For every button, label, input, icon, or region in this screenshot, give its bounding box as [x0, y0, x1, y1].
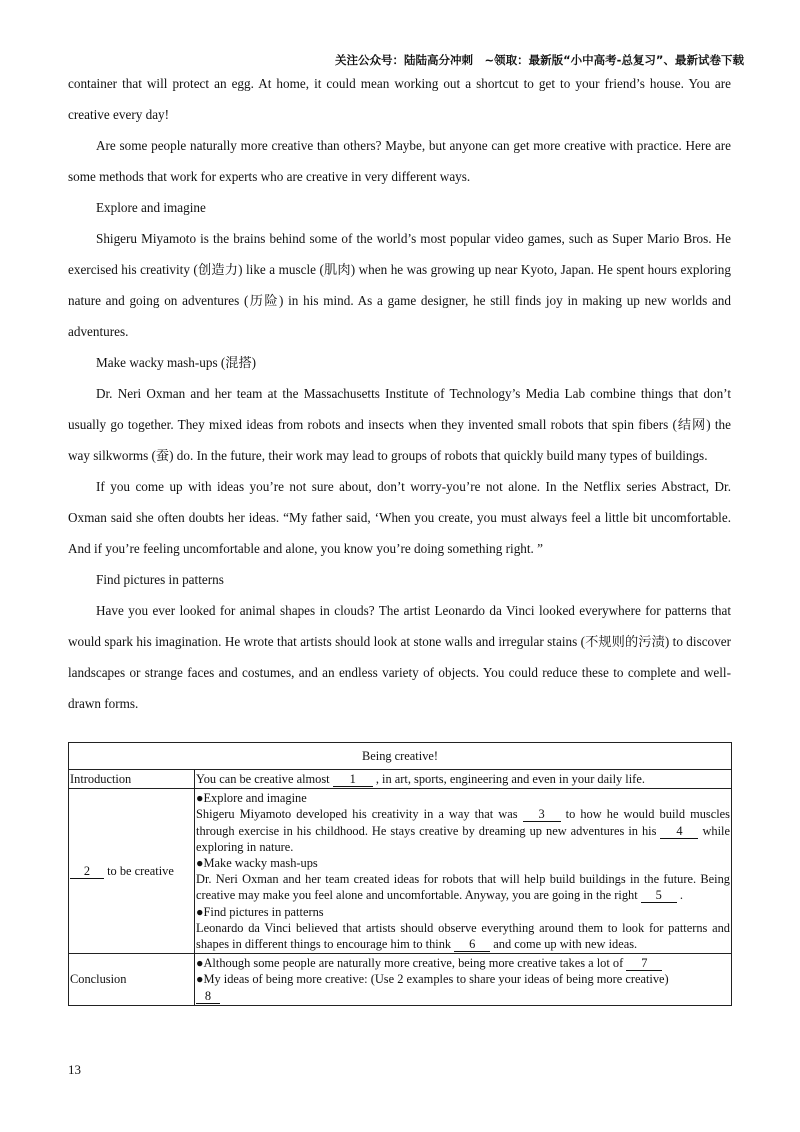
method-text-patterns: [196, 920, 730, 952]
table-title: Being creative!: [69, 743, 732, 770]
summary-table: [68, 742, 732, 1006]
conclusion-line-3: [196, 988, 730, 1004]
table-row-conclusion: [69, 954, 732, 1006]
article-paragraph: Have you ever looked for animal shapes in clouds? The artist Leonardo da Vinci looked everywhere for patterns that would spark his imagination. He wrote that artists should look at stone walls and irregular stains (不规则的污渍) to discover landscapes or strange faces and costumes, and an endless variety of objects. You could reduce these to complete and well-drawn forms.: [68, 603, 731, 711]
section-heading-patterns: Find pictures in patterns: [96, 572, 224, 587]
row-label-methods-text: to be creative: [104, 864, 174, 879]
blank-8[interactable]: 8: [196, 990, 220, 1004]
methods-cell: [195, 789, 732, 954]
intro-text-post: , in art, sports, engineering and even in your daily life.: [372, 772, 645, 786]
page-number: 13: [68, 1062, 81, 1077]
explore-text-post: while exploring in nature.: [196, 823, 730, 854]
table-title-row: [69, 743, 732, 770]
method-text-mashups: [196, 871, 730, 903]
row-label-methods: [69, 789, 195, 954]
blank-6[interactable]: 6: [454, 938, 490, 952]
conclusion-line-1: [196, 955, 730, 971]
article-paragraph: Dr. Neri Oxman and her team at the Massachusetts Institute of Technology’s Media Lab combine things that don’t usually go together. They mixed ideas from robots and insects when they invented small robots that spin fibers (结网) the way silkworms (蚕) do. In the future, their work may lead to groups of robots that quickly build many types of buildings.: [68, 386, 731, 463]
conclusion-line-2: ●My ideas of being more creative: (Use 2 examples to share your ideas of being more creative): [196, 972, 669, 987]
article-paragraph: container that will protect an egg. At home, it could mean working out a shortcut to get to your friend’s house. You are creative every day!: [68, 76, 731, 122]
blank-4[interactable]: 4: [660, 825, 698, 839]
explore-text-mid: to how he would build muscles through exercise in his childhood. He stays creative by dreaming up new adventures in his: [196, 807, 731, 838]
explore-text-pre: Shigeru Miyamoto developed his creativity in a way that was: [196, 807, 523, 822]
patterns-text-pre: Leonardo da Vinci believed that artists should observe everything around them to look for patterns and shapes in different things to encourage him to think: [196, 920, 730, 952]
blank-2[interactable]: 2: [70, 865, 104, 879]
method-heading-mashups: ●Make wacky mash-ups: [196, 856, 318, 871]
blank-5[interactable]: 5: [641, 889, 677, 903]
article-paragraph: Are some people naturally more creative than others? Maybe, but anyone can get more creative with practice. Here are some methods that work for experts who are creative in very different ways.: [68, 138, 731, 184]
row-label-conclusion: Conclusion: [69, 954, 195, 1006]
article-paragraph: If you come up with ideas you’re not sure about, don’t worry-you’re not alone. In the Netflix series Abstract, Dr. Oxman said she often doubts her ideas. “My father said, ‘When you create, you must always feel a little bit uncomfortable. And if you’re feeling uncomfortable and alone, you know you’re doing something right. ”: [68, 479, 731, 556]
mashup-text-post: .: [676, 888, 683, 903]
section-heading-explore: Explore and imagine: [96, 200, 206, 215]
method-heading-patterns: ●Find pictures in patterns: [196, 904, 324, 919]
row-label-introduction: Introduction: [69, 770, 195, 789]
section-heading-mashups: Make wacky mash-ups (混搭): [96, 355, 257, 370]
introduction-cell: [195, 770, 732, 789]
table-row-methods: [69, 789, 732, 954]
mashup-text-pre: Dr. Neri Oxman and her team created ideas for robots that will help build buildings in the future. Being creative may make you feel alone and uncomfortable. Anyway, you are going in the right: [196, 872, 730, 903]
page-header-banner: 关注公众号：陆陆高分冲刺 ~领取：最新版“小中高考-总复习”、最新试卷下载: [334, 53, 744, 67]
conclusion-cell: [195, 954, 732, 1006]
blank-1[interactable]: 1: [333, 773, 373, 787]
patterns-text-post: and come up with new ideas.: [490, 937, 638, 952]
article-paragraph: Shigeru Miyamoto is the brains behind some of the world’s most popular video games, such as Super Mario Bros. He exercised his creativity (创造力) like a muscle (肌肉) when he was growing up near Kyoto, Japan. He spent hours exploring nature and going on adventures (历险) in his mind. As a game designer, he still finds joy in making up new worlds and adventures.: [68, 231, 731, 339]
conclusion-text-1: ●Although some people are naturally more creative, being more creative takes a lot of: [196, 956, 627, 971]
table-row-introduction: [69, 770, 732, 789]
article-body: [68, 68, 731, 719]
blank-7[interactable]: 7: [626, 957, 662, 971]
intro-text-pre: You can be creative almost: [196, 772, 333, 786]
blank-3[interactable]: 3: [523, 808, 561, 822]
method-text-explore: [196, 806, 730, 855]
method-heading-explore: ●Explore and imagine: [196, 791, 307, 806]
